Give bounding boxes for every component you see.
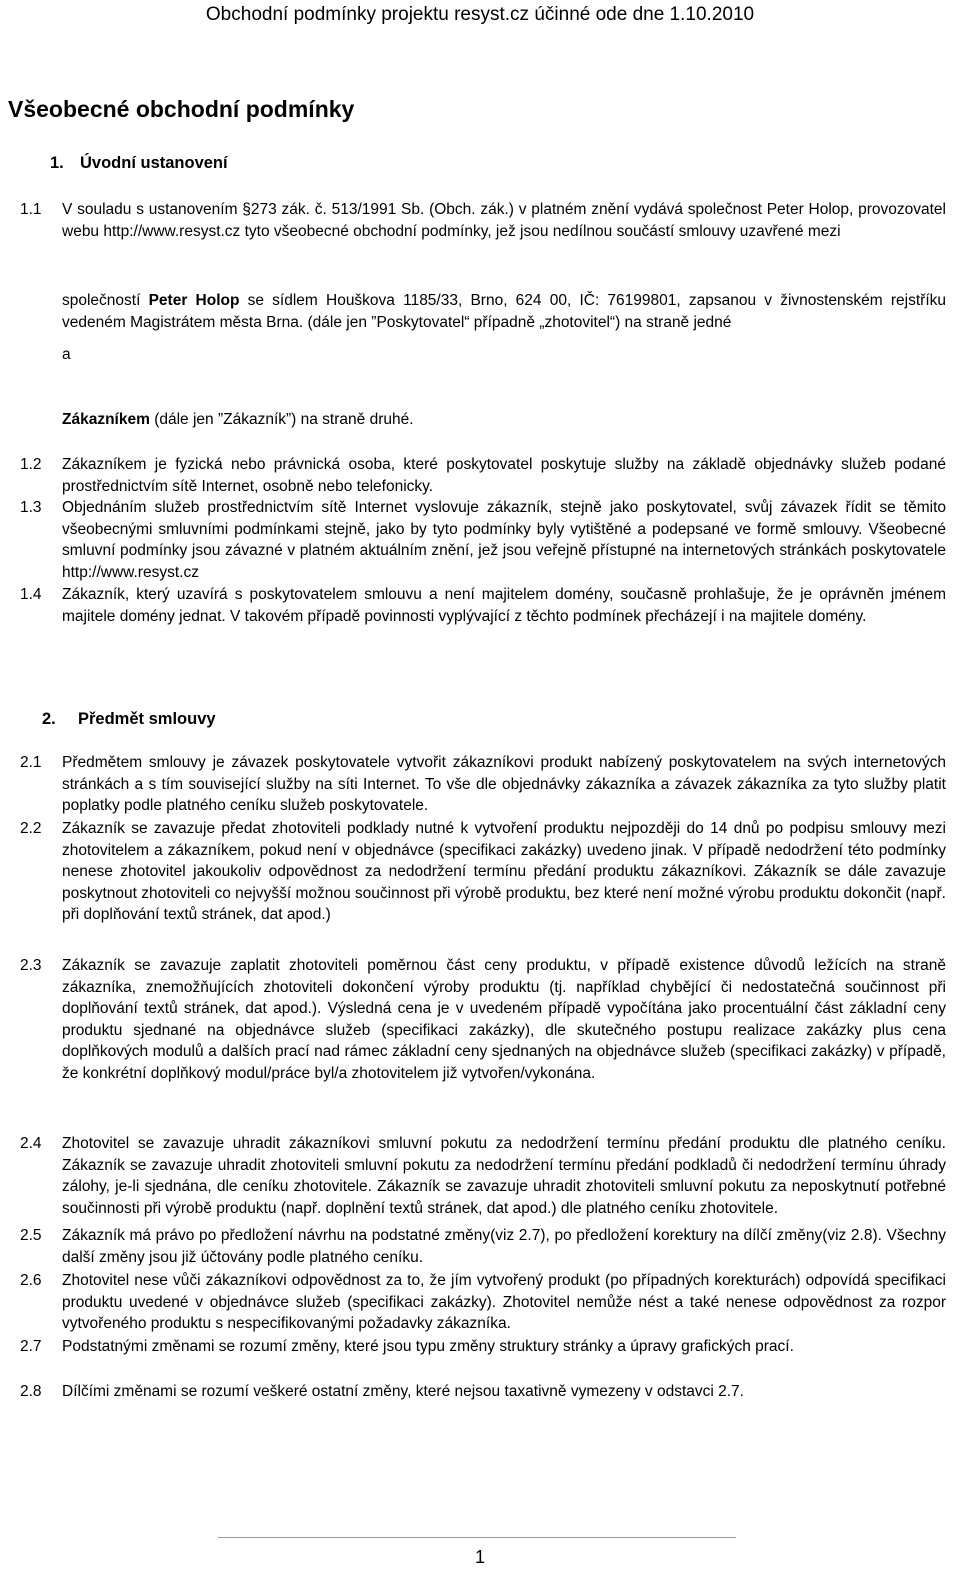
clause-2-1: [20, 752, 946, 817]
clause-text: Zákazník se zavazuje zaplatit zhotoviteli poměrnou část ceny produktu, v případě existence důvodů ležících na straně zákazníka, znemožňujících zhotoviteli dokončení výroby produktu (tj. například chybějící či nedostatečná součinnost při doplňování textů stránek, dat apod.). Výsledná cena je v uvedeném případě vypočítána jako procentuální část základní ceny produktu sjednané na objednávce služeb (specifikaci zakázky), dle skutečného postupu realizace zakázky plus cena doplňkových modulů a dalších prací nad rámec základní ceny sjednaných na objednávce služeb (specifikaci zakázky) v případě, že konkrétní doplňkový modul/práce byl/a zhotovitelem již vytvořen/vykonána.: [62, 957, 946, 1082]
clause-number: 2.8: [20, 1383, 42, 1400]
customer-name: Zákazníkem: [62, 411, 150, 428]
clause-number: 2.5: [20, 1227, 42, 1244]
clause-number: 2.3: [20, 957, 42, 974]
clause-number: 1.4: [20, 586, 42, 603]
clause-number: 1.2: [20, 456, 42, 473]
clause-1-2: [20, 454, 946, 497]
footer-divider: [218, 1537, 736, 1538]
party-customer: [62, 409, 946, 431]
clause-number: 2.6: [20, 1272, 42, 1289]
clause-text: Zákazník se zavazuje předat zhotoviteli podklady nutné k vytvoření produktu nejpozději do 14 dnů po podpisu smlouvy mezi zhotovitelem a zákazníkem, pokud není v objednávce (specifikaci zakázky) uvedeno jinak. V případě nedodržení této podmínky nenese zhotovitel jakoukoliv odpovědnost za nedodržení termínu předání produktu zákazníkovi. Zákazník se dále zavazuje poskytnout zhotoviteli co nejvyšší možnou součinnost při výrobě produktu, bez které není možné výrobu produktu dokončit (např. při doplňování textů stránek, dat apod.): [62, 820, 946, 923]
clause-text: Předmětem smlouvy je závazek poskytovatele vytvořit zákazníkovi produkt nabízený poskytovatelem na svých internetových stránkách a s tím související služby na síti Internet. To vše dle objednávky zákazníka a závazek zákazníka za tyto služby platit poplatky podle platného ceníku služeb poskytovatele.: [62, 754, 946, 814]
clause-text: Zákazníkem je fyzická nebo právnická osoba, které poskytovatel poskytuje služby na základě objednávky služeb podané prostřednictvím sítě Internet, osobně nebo telefonicky.: [62, 456, 946, 495]
document-title: Všeobecné obchodní podmínky: [8, 96, 355, 122]
provider-text: se sídlem Houškova 1185/33, Brno, 624 00, IČ: 76199801, zapsanou v živnostenském rejstříku vedeném Magistrátem města Brna. (dále jen ”Poskytovatel“ případně „zhotovitel“) na straně jedné: [62, 292, 946, 331]
clause-1-4: [20, 584, 946, 627]
clause-number: 2.4: [20, 1135, 42, 1152]
clause-number: 2.7: [20, 1338, 42, 1355]
clause-1-3: [20, 497, 946, 583]
section-heading-2: [42, 710, 216, 729]
clause-2-4: [20, 1133, 946, 1219]
clause-text: Objednáním služeb prostřednictvím sítě Internet vyslovuje zákazník, stejně jako poskytovatel, svůj závazek řídit se těmito všeobecnými smluvními podmínkami stejně, jako by tyto podmínky byly vytištěné a podepsané ve formě smlouvy. Všeobecné smluvní podmínky jsou závazné v platném aktuálním znění, jež jsou veřejně přístupné na internetových stránkách poskytovatele http://www.resyst.cz: [62, 499, 946, 581]
section-number: 1.: [50, 154, 64, 172]
clause-text: Zhotovitel nese vůči zákazníkovi odpovědnost za to, že jím vytvořený produkt (po případných korekturách) odpovídá specifikaci produktu uvedené v objednávce služeb (specifikaci zakázky). Zhotovitel nemůže nést a také nenese odpovědnost za rozpor vytvořeného produktu s nespecifikovanými požadavky zákazníka.: [62, 1272, 946, 1332]
clause-text: V souladu s ustanovením §273 zák. č. 513/1991 Sb. (Obch. zák.) v platném znění vydává společnost Peter Holop, provozovatel webu http://www.resyst.cz tyto všeobecné obchodní podmínky, jež jsou nedílnou součástí smlouvy uzavřené mezi: [62, 201, 946, 240]
section-title: Předmět smlouvy: [78, 710, 216, 728]
clause-text: Zhotovitel se zavazuje uhradit zákazníkovi smluvní pokutu za nedodržení termínu předání produktu dle platného ceníku. Zákazník se zavazuje uhradit zhotoviteli smluvní pokutu za nedodržení termínu předání podkladů či nedodržení termínu úhrady zálohy, je-li sjednána, dle ceníku zhotovitele. Zákazník se zavazuje uhradit zhotoviteli smluvní pokutu za neposkytnutí potřebné součinnosti při výrobě produktu (např. doplnění textů stránek, dat apod.) dle platného ceníku zhotovitele.: [62, 1135, 946, 1217]
party-conjunction: a: [62, 346, 71, 363]
provider-name: Peter Holop: [148, 292, 240, 309]
page-header: Obchodní podmínky projektu resyst.cz účinné ode dne 1.10.2010: [205, 4, 755, 25]
party-provider: [62, 290, 946, 333]
page-number: 1: [474, 1547, 485, 1567]
provider-prefix: společností: [62, 292, 149, 309]
clause-number: 2.1: [20, 754, 42, 771]
clause-text: Zákazník, který uzavírá s poskytovatelem smlouvu a není majitelem domény, současně prohlašuje, že je oprávněn jménem majitele domény jednat. V takovém případě povinnosti vyplývající z těchto podmínek přecházejí i na majitele domény.: [62, 586, 946, 625]
clause-text: Zákazník má právo po předložení návrhu na podstatné změny(viz 2.7), po předložení korektury na dílčí změny(viz 2.8). Všechny další změny jsou již účtovány podle platného ceníku.: [62, 1227, 946, 1266]
clause-2-8: [20, 1381, 946, 1403]
clause-2-3: [20, 955, 946, 1084]
clause-number: 1.3: [20, 499, 42, 516]
customer-text: (dále jen ”Zákazník”) na straně druhé.: [149, 411, 414, 428]
clause-1-1: [20, 199, 946, 242]
clause-number: 1.1: [20, 201, 42, 218]
section-number: 2.: [42, 710, 56, 728]
section-title: Úvodní ustanovení: [80, 154, 228, 172]
clause-2-2: [20, 818, 946, 926]
clause-2-6: [20, 1270, 946, 1335]
clause-text: Podstatnými změnami se rozumí změny, které jsou typu změny struktury stránky a úpravy grafických prací.: [62, 1338, 794, 1355]
clause-number: 2.2: [20, 820, 42, 837]
section-heading-1: [50, 154, 228, 173]
clause-2-5: [20, 1225, 946, 1268]
clause-2-7: [20, 1336, 946, 1358]
clause-text: Dílčími změnami se rozumí veškeré ostatní změny, které nejsou taxativně vymezeny v odstavci 2.7.: [62, 1383, 744, 1400]
